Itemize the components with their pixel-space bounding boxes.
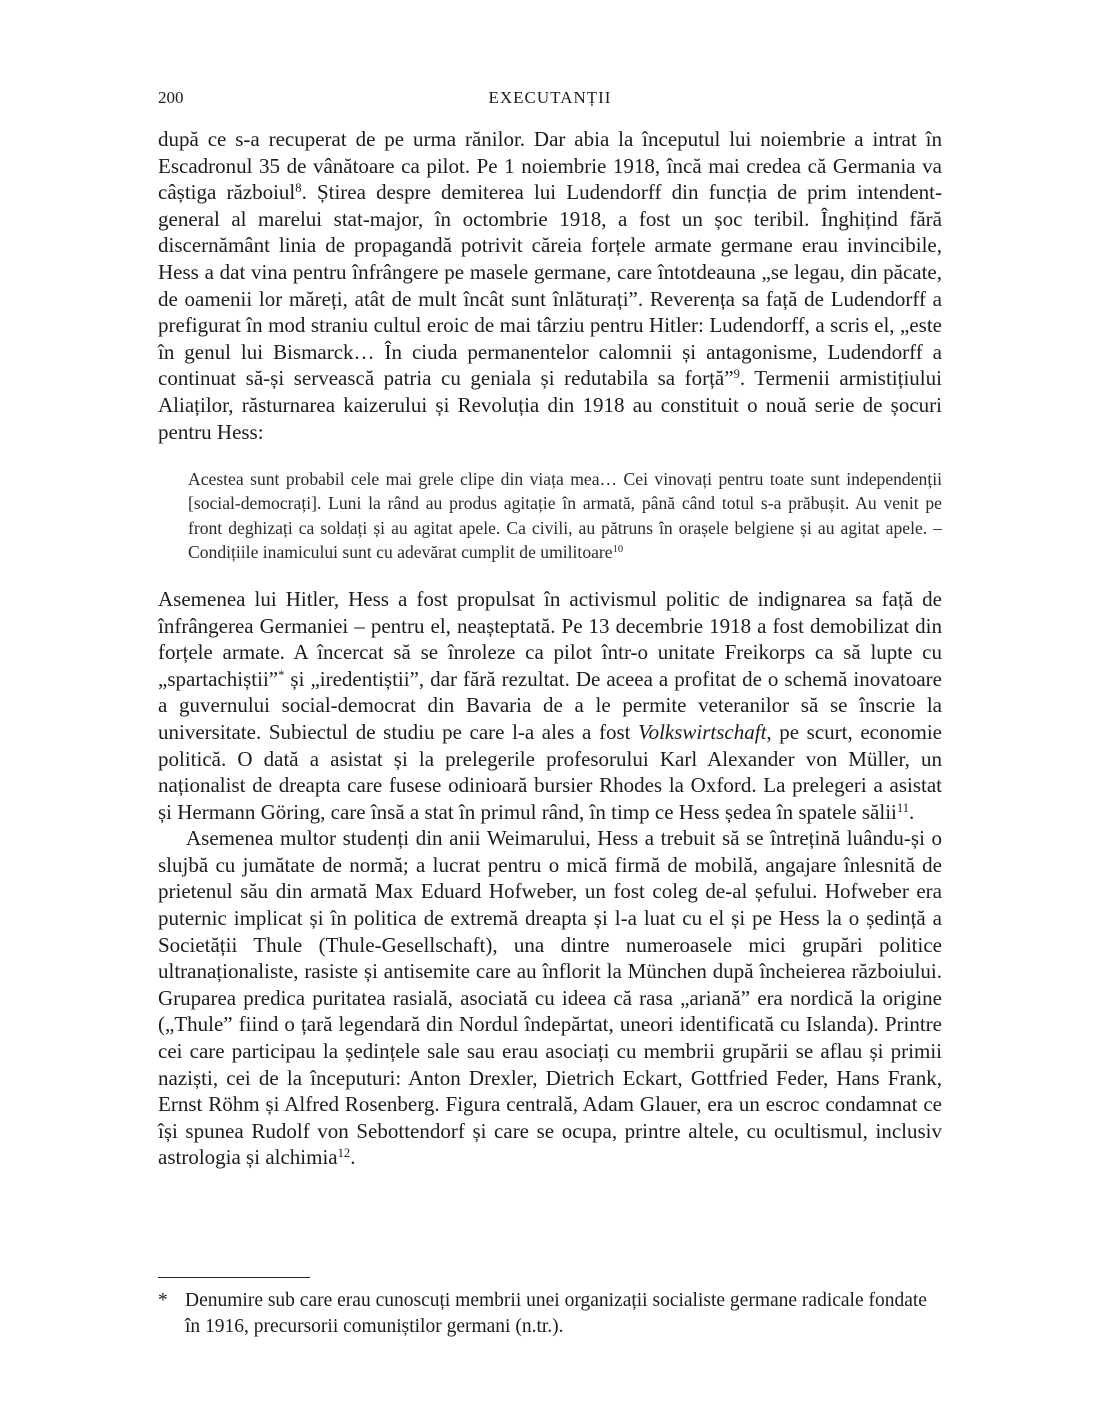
paragraph-2-text-d: . bbox=[909, 799, 915, 824]
paragraph-1-text-c: . Termenii armistițiului Aliaților, răsturnarea kaizerului și Revoluția din 1918 au constituit o nouă serie de șocuri pentru Hess: bbox=[158, 366, 942, 444]
footnote-ref-star: * bbox=[278, 667, 285, 682]
footnote-divider bbox=[158, 1277, 310, 1278]
block-quote-text: Acestea sunt probabil cele mai grele clipe din viața mea… Cei vinovați pentru toate sunt independenții [social-democrați]. Luni la rând au produs agitație în armată, până când totul s-a prăbușit. Au venit pe front deghizați ca soldați și au agitat apele. Ca civili, au pătruns în orașele belgiene și au agitat apele. – Condițiile inamicului sunt cu adevărat cumplit de umilitoare bbox=[188, 469, 942, 562]
paragraph-1-text-b: . Știrea despre demiterea lui Ludendorff din funcția de prim intendent-general al marelui stat-major, în octombrie 1918, a fost un șoc teribil. Înghițind fără discernământ linia de propagandă potrivit căreia forțele armate germane erau invincibile, Hess a dat vina pentru înfrângere pe masele germane, care întotdeauna „se legau, din păcate, de oamenii lor măreți, atât de mult încât sunt înlăturați”. Reverența sa față de Ludendorff a prefigurat în mod straniu cultul eroic de mai târziu pentru Hitler: Ludendorff, a scris el, „este în genul lui Bismarck… În ciuda permanentelor calomnii și antagonisme, Ludendorff a continuat să-și servească patria cu geniala și redutabila sa forță” bbox=[158, 180, 943, 391]
page-number: 200 bbox=[158, 88, 184, 107]
running-title: EXECUTANȚII bbox=[488, 88, 612, 107]
paragraph-2-text-a: Asemenea lui Hitler, Hess a fost propulsat în activismul politic de indignarea sa față de înfrângerea Germaniei – pentru el, neașteptată. Pe 13 decembrie 1918 a fost demobilizat din forțele armate. A încercat să se înroleze ca pilot într-o unitate Freikorps ca să lupte cu „spartachiștii” bbox=[158, 586, 942, 691]
footnote bbox=[158, 1288, 942, 1340]
paragraph-1 bbox=[158, 126, 942, 445]
footnote-ref-11: 11 bbox=[896, 800, 910, 815]
footnote-ref-10: 10 bbox=[612, 543, 624, 555]
italic-term: Volkswirtschaft bbox=[638, 719, 767, 744]
paragraph-3-text-b: . bbox=[350, 1145, 356, 1170]
paragraph-3 bbox=[158, 825, 942, 1171]
paragraph-2-text-c: , pe scurt, economie politică. O dată a asistat și la prelegerile profesorului Karl Alexander von Müller, un naționalist de dreapta care fusese odinioară bursier Rhodes la Oxford. La prelegeri a asistat și Hermann Göring, care însă a stat în primul rând, în timp ce Hess ședea în spatele sălii bbox=[158, 719, 942, 824]
paragraph-2 bbox=[158, 586, 942, 825]
paragraph-3-text-a: Asemenea multor studenți din anii Weimarului, Hess a trebuit să se întrețină luându-și o slujbă cu jumătate de normă; a lucrat pentru o mică firmă de mobilă, angajare înlesnită de prietenul său din armată Max Eduard Hofweber, un fost coleg de-al șefului. Hofweber era puternic implicat și în politica de extremă dreapta și l-a luat cu el și pe Hess la o ședință a Societății Thule (Thule-Gesellschaft), una dintre numeroasele mici grupări politice ultranaționaliste, rasiste și antisemite care au înflorit la München după încheierea războiului. Gruparea predica puritatea rasială, asociată cu ideea că rasa „ariană” era nordică la origine („Thule” fiind o țară legendară din Nordul îndepărtat, uneori identificată cu Islanda). Printre cei care participau la ședințele sale sau erau asociați cu membrii grupării se aflau și primii naziști, cei de la începuturi: Anton Drexler, Dietrich Eckart, Gottfried Feder, Hans Frank, Ernst Röhm și Alfred Rosenberg. Figura centrală, Adam Glauer, era un escroc condamnat ce își spunea Rudolf von Sebottendorf și care se ocupa, printre altele, cu ocultismul, inclusiv astrologia și alchimia bbox=[158, 826, 942, 1170]
footnote-text: Denumire sub care erau cunoscuți membrii unei organizații socialiste germane radicale fondate în 1916, precursorii comuniștilor germani (n.tr.). bbox=[185, 1290, 927, 1337]
footnote-ref-9: 9 bbox=[733, 367, 740, 382]
block-quote bbox=[188, 467, 942, 564]
footnote-mark: * bbox=[158, 1290, 168, 1311]
paragraph-2-text-b: și „iredentiștii”, dar fără rezultat. De aceea a profitat de o schemă inovatoare a guvernului social-democrat din Bavaria de a le permite veteranilor să se înscrie la universitate. Subiectul de studiu pe care l-a ales a fost bbox=[158, 666, 942, 744]
paragraph-1-text-a: după ce s-a recuperat de pe urma rănilor. Dar abia la începutul lui noiembrie a intrat în Escadronul 35 de vânătoare ca pilot. Pe 1 noiembrie 1918, încă mai credea că Germania va câștiga războiul bbox=[158, 127, 942, 205]
footnote-ref-8: 8 bbox=[295, 181, 302, 196]
footnote-ref-12: 12 bbox=[337, 1146, 351, 1161]
body-text bbox=[158, 126, 942, 1171]
page-header bbox=[158, 88, 942, 110]
